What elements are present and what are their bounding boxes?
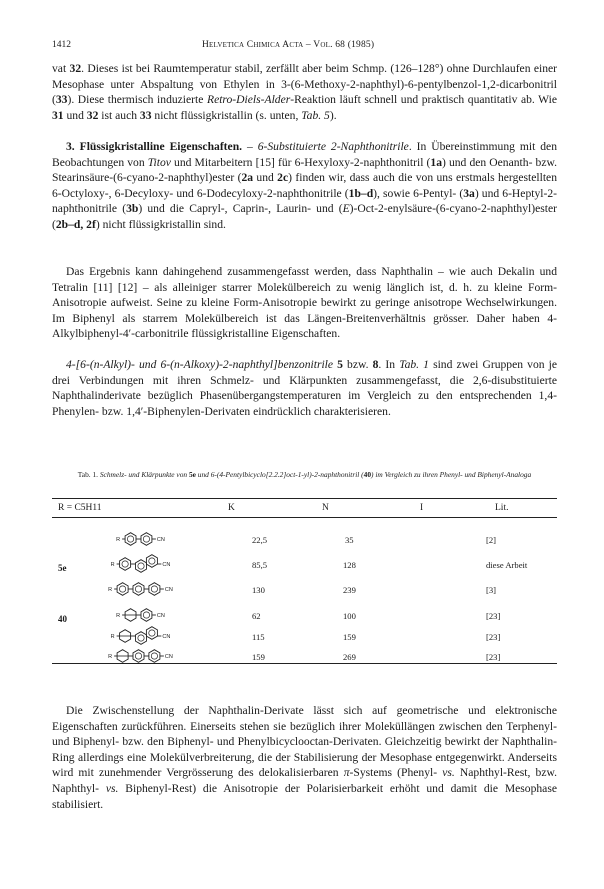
- structure-label-cn: CN: [156, 613, 165, 619]
- paragraph-discussion: Die Zwischenstellung der Naphthalin-Derivate lässt sich auf geometrische und elektronische Eigenschaften zurückführen. Einerseits stehen sie bezüglich ihrer Moleküllängen zwischen den Terphenyl- und Biphenyl- bzw. den Biphenyl- und Phenylbicyclooctan-Derivaten. Gleichzeitig bewirkt der Naphthalin-Ring allerdings eine Molekülverbreiterung, die der Stabilisierung der Mesophase entgegenwirkt. Anderseits wird mit zunehmender Vergrösserung des delokalisierbaren π-Systems (Phenyl- vs. Naphthyl-Rest, bzw. Naphthyl- vs. Biphenyl-Rest) die Anisotropie der Polarisierbarkeit erhöht und damit die Mesophase stabilisiert.: [52, 704, 557, 811]
- benzene-ring-icon: [141, 533, 152, 546]
- cell-n: 159: [343, 632, 356, 642]
- structure-label-cn: CN: [156, 537, 165, 543]
- benzene-ring-icon: [125, 533, 136, 546]
- aromatic-circle-icon: [151, 586, 157, 592]
- cell-k: 130: [252, 585, 265, 595]
- benzene-ring-icon: [141, 609, 152, 622]
- structure-label-r: R: [110, 634, 115, 640]
- header-k: K: [228, 503, 235, 513]
- benzene-ring-icon: [136, 632, 147, 645]
- cell-k: 85,5: [252, 560, 268, 570]
- aromatic-circle-icon: [135, 586, 141, 592]
- benzene-ring-icon: [149, 650, 160, 663]
- aromatic-circle-icon: [151, 653, 157, 659]
- benzene-ring-icon: [120, 558, 131, 571]
- cell-n: 100: [343, 611, 356, 621]
- structure-label-cn: CN: [164, 654, 173, 660]
- structure-label-cn: CN: [162, 562, 171, 568]
- aromatic-circle-icon: [119, 586, 125, 592]
- cell-lit: [2]: [486, 535, 497, 545]
- header-n: N: [322, 503, 329, 513]
- structure-label-cn: CN: [162, 634, 171, 640]
- benzene-ring-icon: [146, 627, 157, 640]
- header-lit: Lit.: [495, 503, 509, 513]
- benzene-ring-icon: [133, 583, 144, 596]
- structure-label-r: R: [108, 654, 113, 660]
- cell-k: 62: [252, 611, 261, 621]
- section-heading: 3. Flüssigkristalline Eigenschaften.: [66, 140, 243, 153]
- benzene-ring-icon: [133, 650, 144, 663]
- section-subheading: 6-Substituierte 2-Naphthonitrile: [257, 140, 409, 153]
- aromatic-circle-icon: [127, 536, 133, 542]
- paragraph-benzonitriles: 4-[6-(n-Alkyl)- und 6-(n-Alkoxy)-2-naphthyl]benzonitrile 5 bzw. 8. In Tab. 1 sind zwei Gruppen von je drei Verbindungen mit ihren Schmelz- und Klärpunkten zusammengefasst, die 2,6-disubstituierte Naphthalinderivate bezüglich Phasenübergangstemperaturen im Vergleich zu den entsprechenden 1,4-Phenylen- bzw. 1,4′-Biphenylen-Derivaten eindrücklich charakterisieren.: [52, 358, 558, 418]
- cell-n: 269: [343, 652, 356, 662]
- benzene-ring-icon: [146, 555, 157, 568]
- header-substituent: R = C5H11: [58, 503, 102, 513]
- page-number: 1412: [52, 40, 71, 50]
- cell-n: 35: [345, 535, 354, 545]
- cell-n: 239: [343, 585, 356, 595]
- cell-n: 128: [343, 560, 356, 570]
- header-i: I: [420, 503, 424, 513]
- table-caption: Tab. 1. Schmelz- und Klärpunkte von 5e und 6-(4-Pentylbicyclo[2.2.2]oct-1-yl)-2-naphthonitril (40) im Vergleich zu ihren Phenyl- und Biphenyl-Analoga: [77, 470, 532, 479]
- structure-label-r: R: [116, 537, 121, 543]
- aromatic-circle-icon: [149, 630, 155, 636]
- cell-lit: [3]: [486, 585, 497, 595]
- aromatic-circle-icon: [135, 653, 141, 659]
- aromatic-circle-icon: [122, 561, 128, 567]
- aromatic-circle-icon: [143, 612, 149, 618]
- aromatic-circle-icon: [149, 558, 155, 564]
- running-title: Helvetica Chimica Acta – Vol. 68 (1985): [202, 40, 375, 50]
- cell-k: 159: [252, 652, 265, 662]
- structure-label-r: R: [110, 562, 115, 568]
- cell-lit: [23]: [486, 652, 501, 662]
- cell-lit: [23]: [486, 611, 501, 621]
- structure-label-r: R: [116, 613, 121, 619]
- benzene-ring-icon: [136, 560, 147, 573]
- aromatic-circle-icon: [138, 563, 144, 569]
- cell-lit: diese Arbeit: [486, 560, 528, 570]
- structure-label-cn: CN: [164, 587, 173, 593]
- paragraph-summary: Das Ergebnis kann dahingehend zusammengefasst werden, dass Naphthalin – wie auch Dekalin und Tetralin [11] [12] – als alleiniger starrer Molekülbereich zu wenig länglich ist, d. h. zu kleine Form-Anisotropie aufweist. Seine zu kleine Form-Anisotropie bewirkt zu geringe anisotrope Wechselwirkungen. Im Biphenyl als starrem Molekülbereich ist das Längen-Breitenverhältnis grösser. Daher haben 4-Alkylbiphenyl-4′-carbonitrile flüssigkristalline Eigenschaften.: [52, 265, 557, 341]
- aromatic-circle-icon: [143, 536, 149, 542]
- compound-label: 5e: [58, 563, 67, 573]
- section-3-paragraph: 3. Flüssigkristalline Eigenschaften. – 6-Substituierte 2-Naphthonitrile. In Übereinstimmung mit den Beobachtungen von Titov und Mitarbeitern [15] für 6-Hexyloxy-2-naphthonitril (1a) und den Oenanth- bzw. Stearinsäure-(6-cyano-2-naphthyl)ester (2a und 2c) finden wir, dass auch die von uns erstmals hergestellten 6-Octyloxy-, 6-Decyloxy- und 6-Dodecyloxy-2-naphthonitrile (1b–d), sowie 6-Pentyl- (3a) und 6-Heptyl-2-naphthonitrile (3b) und die Capryl-, Caprin-, Laurin- und (E)-Oct-2-enylsäure-(6-cyano-2-naphthyl)ester (2b–d, 2f) nicht flüssigkristallin sind.: [52, 140, 558, 231]
- cell-k: 115: [252, 632, 265, 642]
- aromatic-circle-icon: [138, 635, 144, 641]
- cell-lit: [23]: [486, 632, 501, 642]
- benzene-ring-icon: [149, 583, 160, 596]
- benzene-ring-icon: [117, 583, 128, 596]
- cell-k: 22,5: [252, 535, 268, 545]
- compound-label: 40: [58, 614, 67, 624]
- structure-label-r: R: [108, 587, 113, 593]
- paragraph-continuation: vat 32. Dieses ist bei Raumtemperatur stabil, zerfällt aber beim Schmp. (126–128°) ohne Durchlaufen einer Mesophase unter Abspaltung von Ethylen in 3-(6-Methoxy-2-naphthyl)-6-pentylbenzol-1,2-dicarbonitril (33). Diese thermisch induzierte Retro-Diels-Alder-Reaktion läuft schnell und praktisch quantitativ ab. Wie 31 und 32 ist auch 33 nicht flüssigkristallin (s. unten, Tab. 5).: [52, 62, 558, 122]
